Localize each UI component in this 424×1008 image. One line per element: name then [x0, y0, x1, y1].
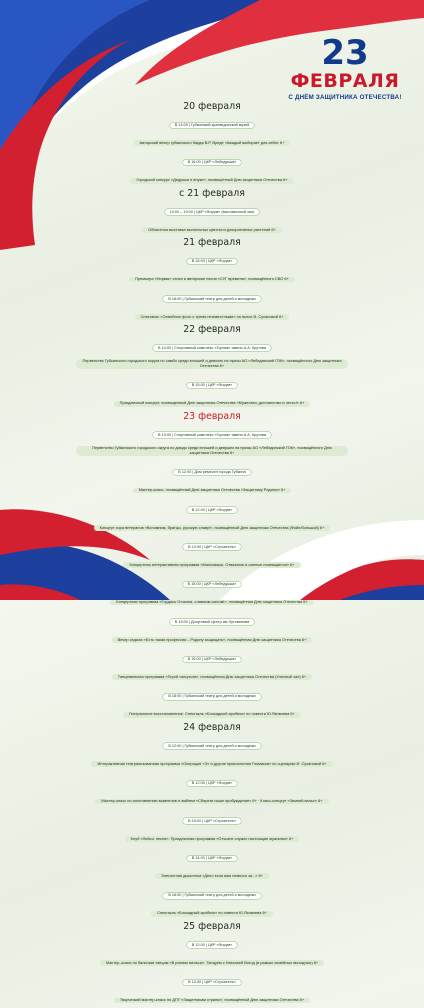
event-description: Авторский вечер губкинского барда В.Р. Вреде «Каждый выбирает для себя» 6+	[134, 140, 291, 146]
date-heading: 22 февраля	[183, 323, 241, 335]
event-description: Концертная интерактивная программа «Мальчишки, Отважные и смелые посвящается» 6+	[123, 562, 300, 568]
event-description: Концертная программа «Гордись Отчизна, славным сыном!», посвящённая Дню защитника Отечества 6+	[110, 600, 313, 606]
event-description: Элегантная дискотека «Дело если вам немного за...» 6+	[155, 873, 269, 879]
event-description: Генеральное восстановление. Спектакль «Блокадный аробеск» по повести Ю.Яковлева 6+	[123, 712, 301, 718]
date-heading: 20 февраля	[183, 101, 241, 112]
event-time-venue: В 12:00 | ЦКР «Форум»	[187, 781, 238, 787]
event-item	[76, 460, 348, 496]
schedule	[76, 100, 348, 1008]
date-heading: 25 февраля	[183, 920, 241, 932]
event-description: Интерактивная театрализованная программа «Операция «Э» и другие приключения Гномиков» по сценарию И. Сухановой 6+	[91, 761, 332, 767]
event-description: Спектакль «Семейное фото с тремя неизвестными» по пьесе И. Сухановой 6+	[135, 314, 290, 320]
event-time-venue: В 12:00 | ЦКР «Форум»	[187, 507, 238, 513]
event-time-venue: В 12:00 | ЦКР «Строитель»	[183, 980, 241, 986]
event-description: Концерт хора ветеранов «Вспомним, братцы, русскую славу!», посвящённый Дню защитника Отечества (Фойе/большой) 6+	[94, 525, 331, 531]
event-description: Первенство Губкинского городского округа по дзюдо среди юношей и девушек на призы АО «Лебединский ГОК», посвящённого Дню защитника Отечества 6+	[76, 446, 348, 456]
event-item	[76, 647, 348, 683]
header	[280, 33, 410, 101]
date-heading: 24 февраля	[183, 721, 241, 733]
event-description: Праздничный концерт, посвященный Дню защитника Отечества «Мужество, достоинство и честь!» 6+	[114, 401, 311, 407]
event-description: Мастер-класс по изготовлению вымпелов и эмблем «Сбереги наше пробуждение» 6+ · Класс-концерт «Зимний вальс» 6+	[95, 799, 328, 805]
event-item	[76, 200, 348, 236]
event-description: Спектакль «Блокадный аробеск» по повести Ю.Яковлева 6+	[151, 911, 273, 917]
header-month: ФЕВРАЛЯ	[290, 70, 400, 92]
event-item	[76, 684, 348, 720]
event-time-venue: В 13:00 | Спортивный комплекс «Горняк» имени А.А. Крутова	[153, 432, 271, 438]
header-subtitle: С ДНЁМ ЗАЩИТНИКА ОТЕЧЕСТВА!	[288, 94, 402, 101]
event-item	[76, 610, 348, 646]
event-time-venue: В 12:00 | Дом ремесел города Губкина	[173, 470, 251, 476]
event-time-venue: В 15:00 | ЦКР «Лебедушка»	[183, 657, 242, 663]
event-time-venue: В 18:00 | Губкинский театр для детей и молодежи	[163, 296, 260, 302]
event-time-venue: В 12:00 | ЦКР «Строитель»	[183, 544, 241, 550]
event-item	[76, 373, 348, 409]
event-item	[76, 846, 348, 882]
date-heading: 21 февраля	[183, 237, 241, 249]
event-item	[76, 336, 348, 372]
event-item	[76, 287, 348, 323]
event-time-venue: В 14:00 | Спортивный комплекс «Горняк» имени А.А. Крутова	[153, 345, 271, 351]
event-time-venue: В 12:00 | ЦКР «Форум»	[187, 942, 238, 948]
event-time-venue: В 15:00 | ЦКР «Лебедушка»	[183, 582, 242, 588]
event-item	[76, 249, 348, 285]
event-time-venue: В 14:00 | ЦКР «Форум»	[187, 856, 238, 862]
event-description: Премьера «Нормы» стихи и авторские песни «СУГ времени», посвящённого СВО 6+	[129, 277, 295, 283]
event-item	[76, 113, 348, 149]
event-item	[76, 734, 348, 770]
event-item	[76, 150, 348, 186]
event-time-venue: В 14:00 | Губкинский краеведческий музей	[170, 123, 254, 129]
event-item	[76, 498, 348, 534]
event-time-venue: В 15:00 | ЦКР «Строитель»	[183, 818, 241, 824]
event-time-venue: В 18:00 | Губкинский театр для детей и молодежи	[163, 893, 260, 899]
event-description: Творческий мастер-класс по ДПТ «Защитникам страны», посвящённый Дню защитника Отечества 6+	[114, 998, 310, 1004]
event-time-venue: В 15:00 | ЦКР «Форум»	[187, 259, 238, 265]
event-time-venue: В 12:00 | Губкинский театр для детей и молодежи	[163, 743, 260, 749]
date-heading: 23 февраля	[183, 410, 241, 422]
event-description: Клуб «Лейся, песня»: Праздничная программа «Отчизне служат настоящие мужчины» 6+	[125, 836, 300, 842]
event-item	[76, 970, 348, 1006]
event-description: Вечер отдыха «Есть такая профессия – Родину защищать», посвящённая Дню защитника Отечества 6+	[112, 637, 313, 643]
event-description: Мастер–класс по бальным танцам «В ритмах вальса». Танцуем с Натальей Вогод (в рамках семейных выходных) 6+	[100, 960, 324, 966]
event-item	[76, 572, 348, 608]
event-description: Танцевальная программа «Герой танцпола», посвящённая Дню защитника Отечества (Уличный зал) 6+	[112, 674, 312, 680]
event-item	[76, 771, 348, 807]
event-item	[76, 883, 348, 919]
event-item	[76, 535, 348, 571]
date-heading: с 21 февраля	[179, 187, 245, 199]
event-time-venue: В 15:00 | Досуговый Центр им Лутовинова	[170, 619, 254, 625]
event-item	[76, 423, 348, 459]
event-description: Областная выставка выгоночных цветочно-декоративных растений 6+	[142, 227, 282, 233]
event-time-venue: В 18:00 | Губкинский театр для детей и молодежи	[163, 694, 260, 700]
event-description: Мастер-класс, посвящённый Дню защитника Отечества «Защитнику Родины» 6+	[133, 488, 292, 494]
event-description: Городской конкурс «Дедушки и внуки», посвящённый Дню защитника Отечества 6+	[130, 178, 293, 184]
event-item	[76, 809, 348, 845]
event-description: Первенство Губкинского городского округа по самбо среди юношей и девочек на призы АО «Лебединский ГОК», посвящённого Дню защитника Отечества 6+	[76, 359, 348, 369]
header-day: 23	[321, 33, 369, 73]
event-time-venue: 10:00 – 19:00 | ЦКР «Форум» (выставочный зал)	[165, 209, 260, 215]
event-time-venue: В 15:00 | ЦКР «Форум»	[187, 383, 238, 389]
event-item	[76, 933, 348, 969]
event-time-venue: В 16:00 | ЦКР «Лебедушка»	[183, 160, 242, 166]
